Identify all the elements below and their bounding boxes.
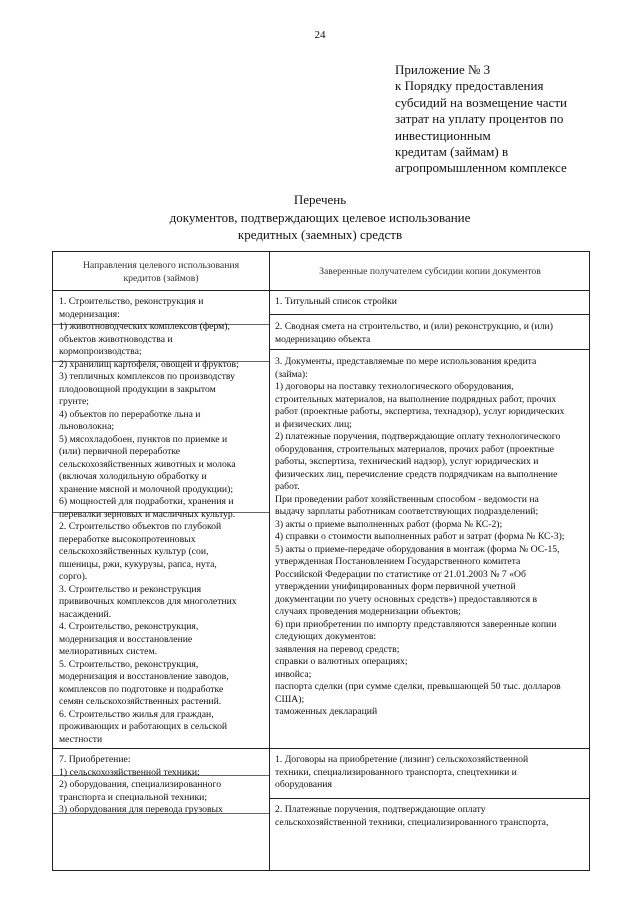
text-line: местности bbox=[59, 733, 103, 745]
text-line: оборудования bbox=[275, 779, 332, 790]
text-line: таможенных деклараций bbox=[275, 706, 378, 717]
text-line: объектов животноводства и bbox=[59, 333, 173, 345]
text-line: документов, подтверждающих целевое использование bbox=[169, 209, 471, 225]
text-line: следующих документов: bbox=[275, 631, 377, 642]
text-line: 1) животноводческих комплексов (ферм), bbox=[59, 321, 230, 332]
text-line: 5. Строительство, реконструкция, bbox=[59, 658, 199, 670]
right-cell-payments bbox=[275, 804, 587, 829]
text-line: 6) при приобретении по импорту представляются заверенные копии bbox=[275, 618, 557, 630]
text-line: к Порядку предоставления bbox=[395, 78, 544, 94]
text-line: модернизация: bbox=[59, 308, 120, 320]
text-line: кредитам (займам) в bbox=[395, 144, 509, 160]
text-line: работ (проектные работы, экспертиза, технадзор), услуг юридических bbox=[275, 406, 565, 417]
text-line: Перечень bbox=[293, 192, 347, 207]
row-divider bbox=[269, 349, 589, 350]
text-line: 3) тепличных комплексов по производству bbox=[59, 371, 235, 382]
text-line: сельскохозяйственной техники, специализированного транспорта, bbox=[275, 816, 549, 828]
text-line: кредитов (займов) bbox=[123, 272, 199, 284]
text-line: паспорта сделки (при сумме сделки, превышающей 50 тыс. долларов bbox=[275, 681, 561, 692]
row-divider bbox=[269, 798, 589, 799]
text-line: США); bbox=[275, 693, 305, 705]
text-line: модернизация и восстановление bbox=[59, 633, 193, 645]
text-line: (займа): bbox=[275, 368, 308, 380]
text-line: семян сельскохозяйственных растений. bbox=[59, 696, 222, 707]
text-line: субсидий на возмещение части bbox=[395, 94, 567, 110]
text-line: грунте; bbox=[59, 396, 89, 407]
text-line: 4) объектов по переработке льна и bbox=[59, 408, 201, 420]
text-line: и физических лиц; bbox=[275, 418, 352, 430]
text-line: проживающих и работающих в сельской bbox=[59, 721, 228, 732]
text-line: 1. Строительство, реконструкция и bbox=[59, 296, 204, 307]
text-line: 2. Сводная смета на строительство, и (или) реконструкцию, и (или) bbox=[275, 321, 553, 332]
row-divider bbox=[269, 314, 589, 315]
text-line: 2) оборудования, специализированного bbox=[59, 779, 222, 790]
text-line: модернизацию объекта bbox=[275, 333, 371, 345]
text-line: плодоовощной продукции в закрытом bbox=[59, 383, 216, 395]
text-line: сорго). bbox=[59, 571, 88, 582]
text-line: выдачу зарплаты работникам соответствующих подразделений; bbox=[275, 506, 539, 517]
text-line: утверждении унифицированных форм первичной учетной bbox=[275, 581, 516, 592]
text-line: насаждений. bbox=[59, 608, 112, 620]
header-right bbox=[270, 266, 590, 279]
section-divider bbox=[53, 748, 589, 749]
text-line: кредитных (заемных) средств bbox=[237, 227, 403, 242]
text-line: 4. Строительство, реконструкция, bbox=[59, 621, 199, 632]
text-line: работ. bbox=[275, 481, 300, 492]
header-divider bbox=[53, 290, 589, 291]
header-left bbox=[53, 260, 269, 285]
text-line: документации по учету основных средств») предоставляются в bbox=[275, 593, 538, 605]
column-divider bbox=[269, 252, 270, 870]
document-title bbox=[0, 191, 640, 244]
text-line: Российской Федерации по статистике от 21.01.2003 № 7 «Об bbox=[275, 568, 526, 580]
text-line: комплексов по подготовке и подработке bbox=[59, 683, 224, 695]
left-cell-construction bbox=[59, 296, 267, 746]
text-line: (включая холодильную обработку и bbox=[59, 471, 207, 482]
appendix-header bbox=[395, 62, 625, 177]
text-line: физических лиц, перечисление средств подрядчикам на выполнение bbox=[275, 468, 558, 480]
text-line: работы, экспертиза, технический надзор), услуг юридических и bbox=[275, 456, 539, 467]
text-line: Направления целевого использования bbox=[82, 260, 240, 271]
text-line: 5) мясохладобоен, пунктов по приемке и bbox=[59, 433, 228, 445]
right-cell-estimate bbox=[275, 321, 587, 346]
text-line: 3. Строительство и реконструкция bbox=[59, 583, 202, 595]
text-line: 6. Строительство жилья для граждан, bbox=[59, 708, 214, 720]
text-line: переработке высокопротеиновых bbox=[59, 533, 196, 545]
text-line: сельскохозяйственных культур (сои, bbox=[59, 546, 209, 557]
text-line: 7. Приобретение: bbox=[59, 754, 131, 765]
text-line: оборудования, строительных материалов, прочих работ (проектные bbox=[275, 443, 554, 455]
right-cell-contracts bbox=[275, 754, 587, 792]
header-right-text: Заверенные получателем субсидии копии документов bbox=[319, 266, 541, 277]
text-line: 5) акты о приеме-передаче оборудования в монтаж (форма № ОС-15, bbox=[275, 543, 560, 555]
left-cell-acquisition bbox=[59, 754, 267, 817]
text-line: агропромышленном комплексе bbox=[395, 160, 567, 176]
text-line: строительных материалов, на выполнение подрядных работ, прочих bbox=[275, 393, 557, 405]
text-line: справки о валютных операциях; bbox=[275, 656, 408, 667]
text-line: утвержденная Постановлением Государственного комитета bbox=[275, 556, 521, 567]
text-line: прививочных комплексов для многолетних bbox=[59, 596, 237, 607]
text-line: 4) справки о стоимости выполненных работ и затрат (форма № КС-3); bbox=[275, 531, 565, 542]
text-line: кормопроизводства; bbox=[59, 346, 142, 357]
text-line: 3) оборудования для перевода грузовых bbox=[59, 804, 223, 815]
text-line: (или) первичной переработке bbox=[59, 446, 181, 457]
text-line: 1) сельскохозяйственной техники; bbox=[59, 766, 200, 778]
text-line: 1) договоры на поставку технологического оборудования, bbox=[275, 381, 514, 392]
text-line: 3. Документы, представляемые по мере использования кредита bbox=[275, 356, 537, 367]
text-line: 2) хранилищ картофеля, овощей и фруктов; bbox=[59, 358, 239, 370]
text-line: инвойса; bbox=[275, 668, 312, 680]
text-line: Приложение № 3 bbox=[395, 62, 491, 77]
text-line: модернизация и восстановление заводов, bbox=[59, 671, 229, 682]
text-line: сельскохозяйственных животных и молока bbox=[59, 458, 236, 470]
text-line: 2. Строительство объектов по глубокой bbox=[59, 521, 222, 532]
right-cell-documents bbox=[275, 356, 587, 719]
text-line: инвестиционным bbox=[395, 127, 491, 143]
text-line: 3) акты о приеме выполненных работ (форма № КС-2); bbox=[275, 518, 503, 530]
text-line: заявления на перевод средств; bbox=[275, 643, 400, 655]
text-line: 1. Титульный список стройки bbox=[275, 296, 397, 307]
text-line: затрат на уплату процентов по bbox=[395, 111, 564, 127]
text-line: льноволокна; bbox=[59, 421, 115, 432]
text-line: перевалки зерновых и масличных культур. bbox=[59, 508, 236, 520]
text-line: пшеницы, ржи, кукурузы, рапса, нута, bbox=[59, 558, 217, 570]
page-number: 24 bbox=[314, 29, 326, 41]
documents-table bbox=[52, 251, 590, 871]
text-line: 1. Договоры на приобретение (лизинг) сельскохозяйственной bbox=[275, 754, 529, 765]
text-line: 2) платежные поручения, подтверждающие оплату технологического bbox=[275, 431, 561, 442]
text-line: 2. Платежные поручения, подтверждающие оплату bbox=[275, 804, 486, 815]
text-line: техники, специализированного транспорта, спецтехники и bbox=[275, 766, 517, 778]
text-line: При проведении работ хозяйственным способом - ведомости на bbox=[275, 493, 539, 505]
text-line: транспорта и специальной техники; bbox=[59, 791, 208, 803]
text-line: мелиоративных систем. bbox=[59, 646, 158, 657]
text-line: 6) мощностей для подработки, хранения и bbox=[59, 496, 234, 507]
text-line: хранение мясной и молочной продукции); bbox=[59, 483, 234, 495]
right-cell-title-list bbox=[275, 296, 587, 309]
text-line: случаях проведения модернизации объектов; bbox=[275, 606, 461, 617]
